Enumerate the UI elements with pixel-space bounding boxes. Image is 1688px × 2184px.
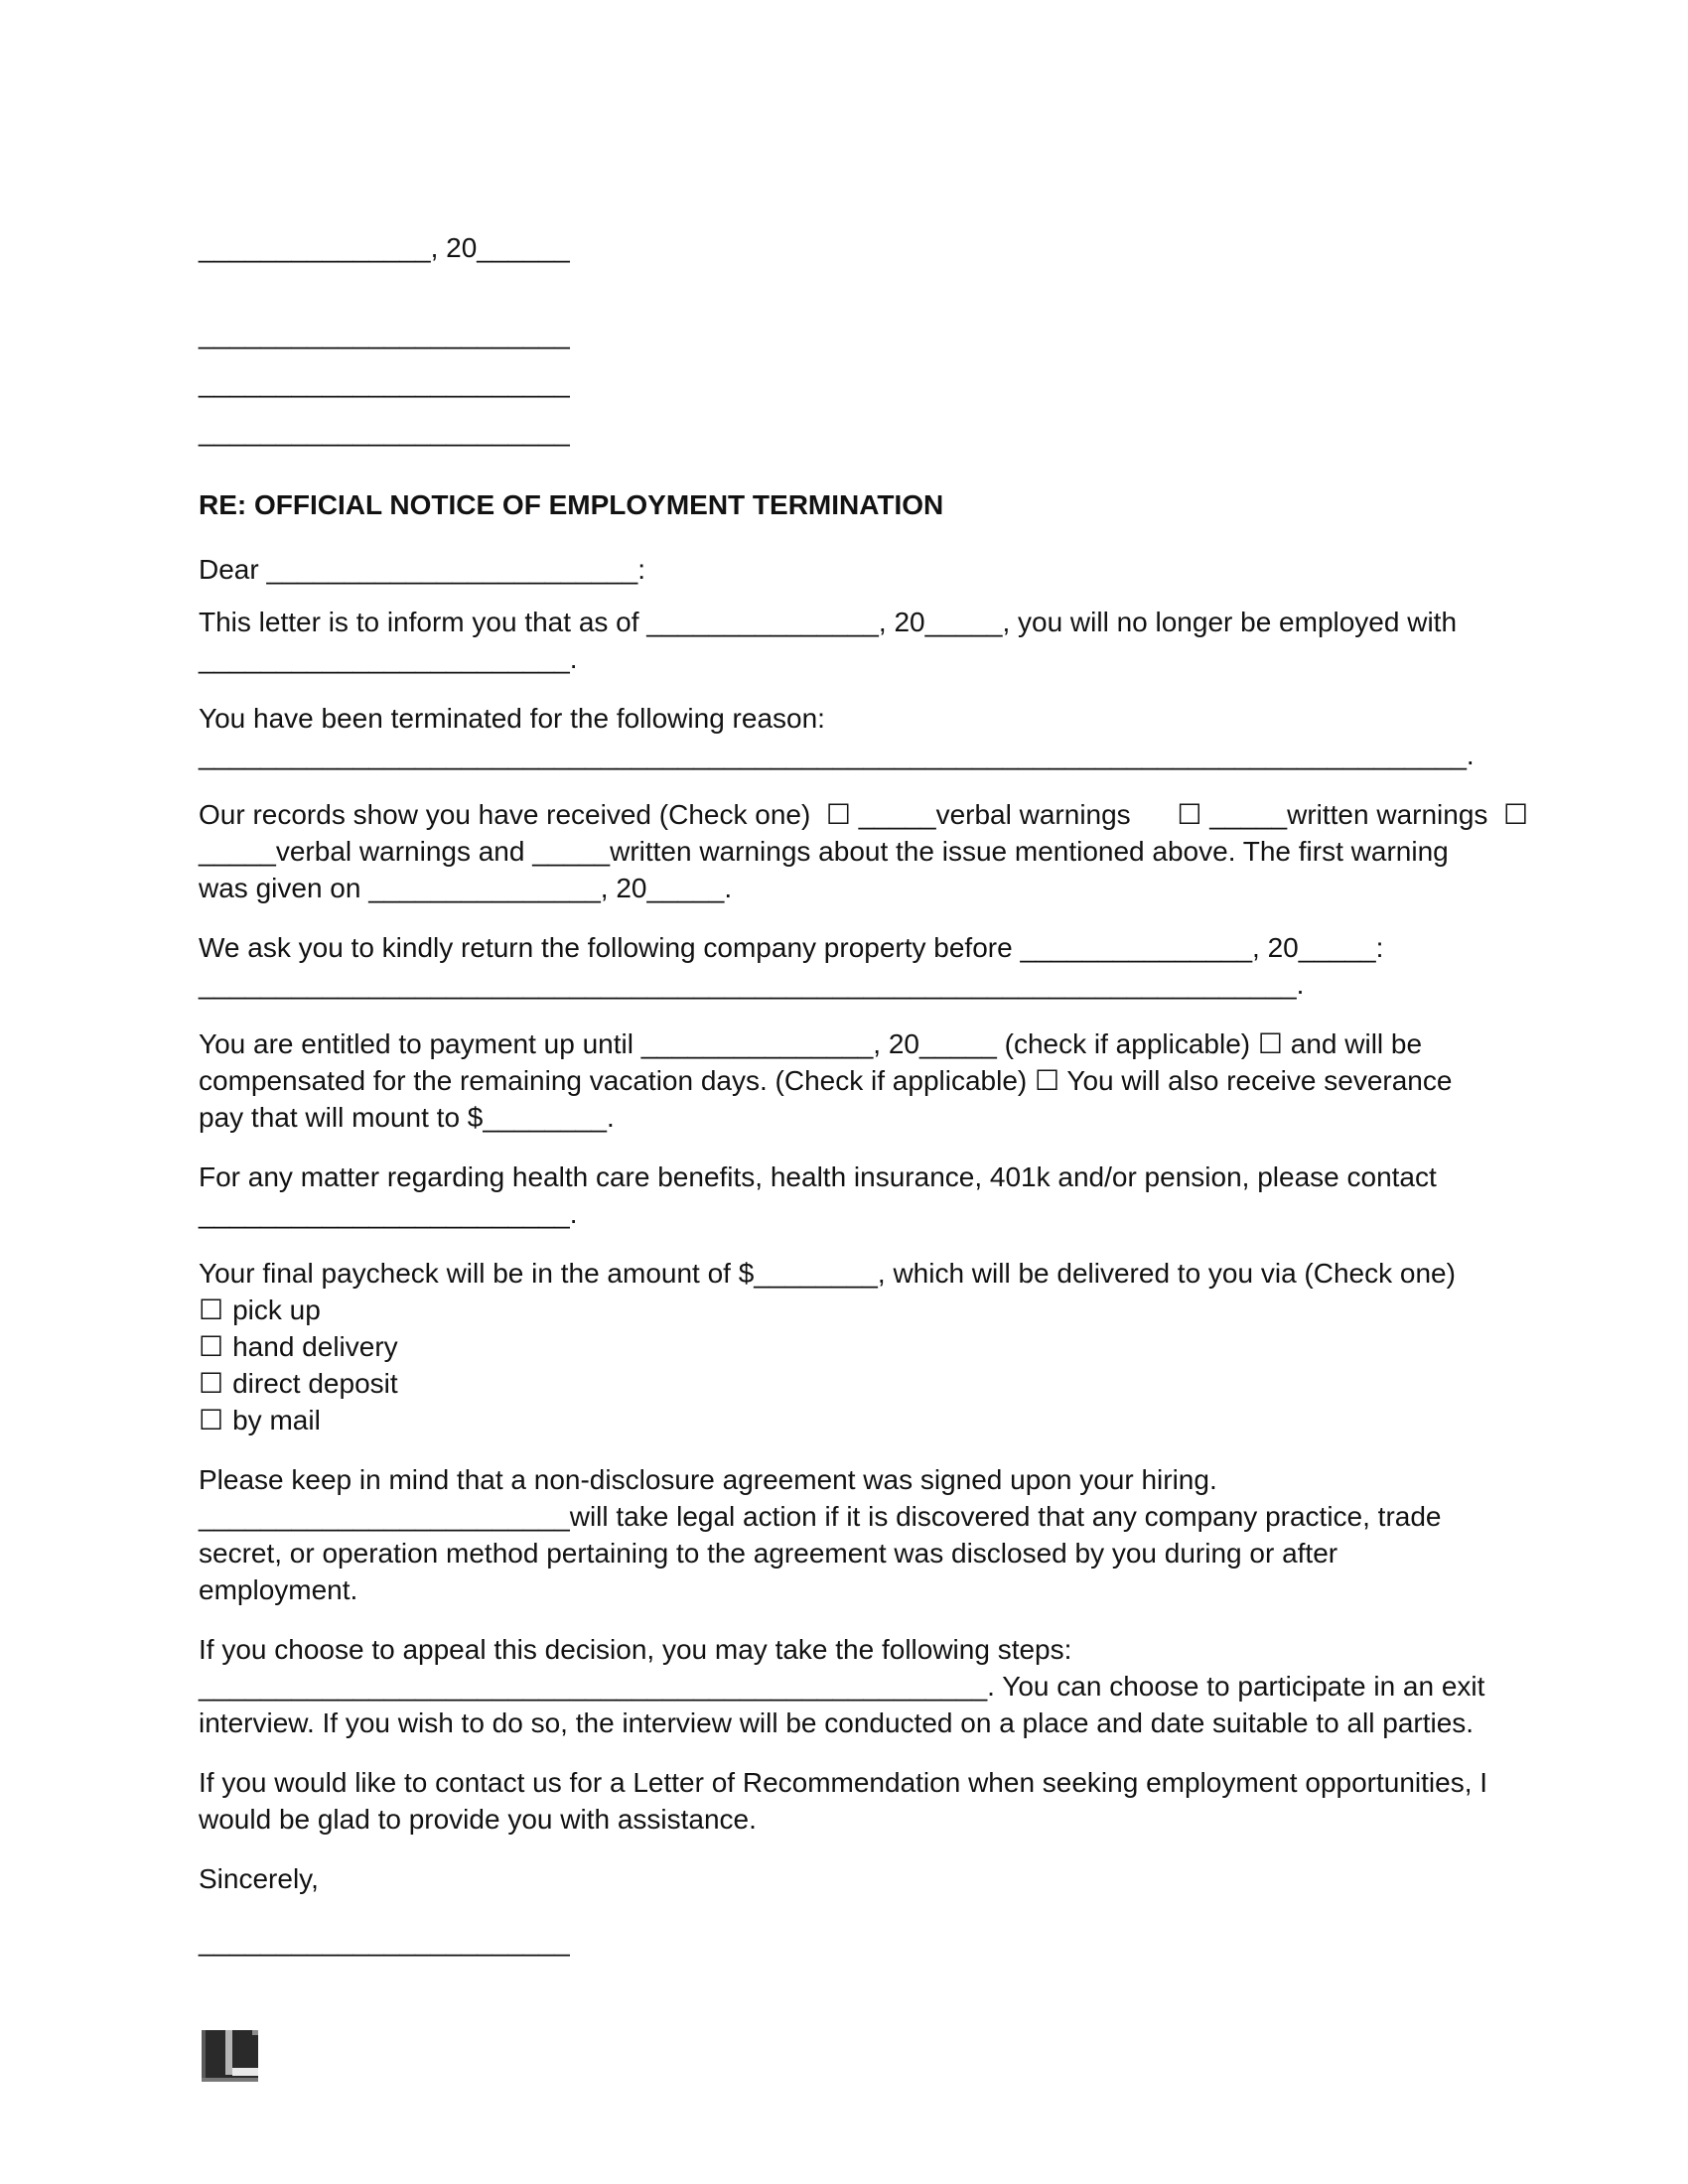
inform-paragraph-line-2: ________________________. [199, 643, 578, 674]
recommendation-paragraph-line-2: would be glad to provide you with assistance. [199, 1804, 757, 1835]
recipient-line-1: ________________________ [199, 319, 570, 349]
nda-paragraph-line-1: Please keep in mind that a non-disclosure agreement was signed upon your hiring. [199, 1464, 1217, 1495]
appeal-paragraph-line-3: interview. If you wish to do so, the interview will be conducted on a place and date suitable to all parties. [199, 1707, 1475, 1738]
payment-paragraph-line-1: You are entitled to payment up until _______________, 20_____ (check if applicable) ☐ and will be [199, 1028, 1423, 1059]
nda-paragraph-line-2: ________________________will take legal action if it is discovered that any company practice, trade [199, 1501, 1442, 1532]
salutation-line: Dear ________________________: [199, 554, 645, 585]
benefits-paragraph-line-2: ________________________. [199, 1198, 578, 1229]
delivery-option-label: direct deposit [232, 1368, 398, 1399]
delivery-option-label: by mail [232, 1405, 321, 1435]
logo-bottom-edge [202, 2078, 258, 2082]
property-blank-line: _______________________________________________________________________. [199, 969, 1305, 1000]
benefits-paragraph-line-1: For any matter regarding health care benefits, health insurance, 401k and/or pension, please contact [199, 1161, 1437, 1192]
delivery-option-pick-up [199, 1292, 1499, 1328]
signature-line: ________________________ [199, 1926, 570, 1957]
nda-paragraph-line-4: employment. [199, 1574, 358, 1605]
payment-paragraph-line-3: pay that will mount to $________. [199, 1102, 615, 1133]
warnings-paragraph-line-1: Our records show you have received (Check one) ☐ _____verbal warnings ☐ _____written warnings ☐ [199, 799, 1529, 830]
checkbox-icon: ☐ [199, 1331, 224, 1362]
delivery-option-label: hand delivery [232, 1331, 398, 1362]
logo-letter-l-vertical-bar [225, 2030, 232, 2075]
legaltemplates-logo [202, 2030, 258, 2082]
date-line: _______________, 20______ [199, 232, 570, 263]
nda-paragraph-line-3: secret, or operation method pertaining to the agreement was disclosed by you during or after [199, 1538, 1338, 1569]
inform-paragraph-line-1: This letter is to inform you that as of _______________, 20_____, you will no longer be employed with [199, 607, 1458, 637]
warnings-paragraph-line-3: was given on _______________, 20_____. [199, 873, 733, 903]
recipient-line-3: ________________________ [199, 416, 570, 447]
closing-line: Sincerely, [199, 1863, 319, 1894]
property-paragraph-line-1: We ask you to kindly return the following company property before _______________, 20_____: [199, 932, 1384, 963]
delivery-option-label: pick up [232, 1295, 321, 1325]
payment-paragraph-line-2: compensated for the remaining vacation days. (Check if applicable) ☐ You will also receive severance [199, 1065, 1453, 1096]
checkbox-icon: ☐ [199, 1368, 224, 1399]
delivery-option-by-mail [199, 1402, 1499, 1438]
logo-left-edge [202, 2030, 206, 2082]
recommendation-paragraph-line-1: If you would like to contact us for a Letter of Recommendation when seeking employment opportunities, I [199, 1767, 1488, 1798]
warnings-paragraph-line-2: _____verbal warnings and _____written warnings about the issue mentioned above. The first warning [199, 836, 1449, 867]
delivery-option-hand-delivery [199, 1328, 1499, 1365]
appeal-paragraph-line-1: If you choose to appeal this decision, you may take the following steps: [199, 1634, 1072, 1665]
logo-letter-l-horizontal-bar [232, 2068, 258, 2076]
checkbox-icon: ☐ [199, 1405, 224, 1435]
reason-blank-line: __________________________________________________________________________________. [199, 740, 1475, 770]
letter-body [199, 229, 1529, 1960]
reason-paragraph-line-1: You have been terminated for the following reason: [199, 703, 825, 734]
appeal-paragraph-line-2: ___________________________________________________. You can choose to participate in an exit [199, 1671, 1485, 1702]
paycheck-paragraph-line-1: Your final paycheck will be in the amount of $________, which will be delivered to you via (Check one) [199, 1258, 1456, 1289]
subject-line: RE: OFFICIAL NOTICE OF EMPLOYMENT TERMINATION [199, 489, 944, 520]
delivery-option-direct-deposit [199, 1365, 1499, 1402]
recipient-line-2: ________________________ [199, 367, 570, 398]
checkbox-icon: ☐ [199, 1295, 224, 1325]
logo-corner-notch [252, 2030, 258, 2035]
